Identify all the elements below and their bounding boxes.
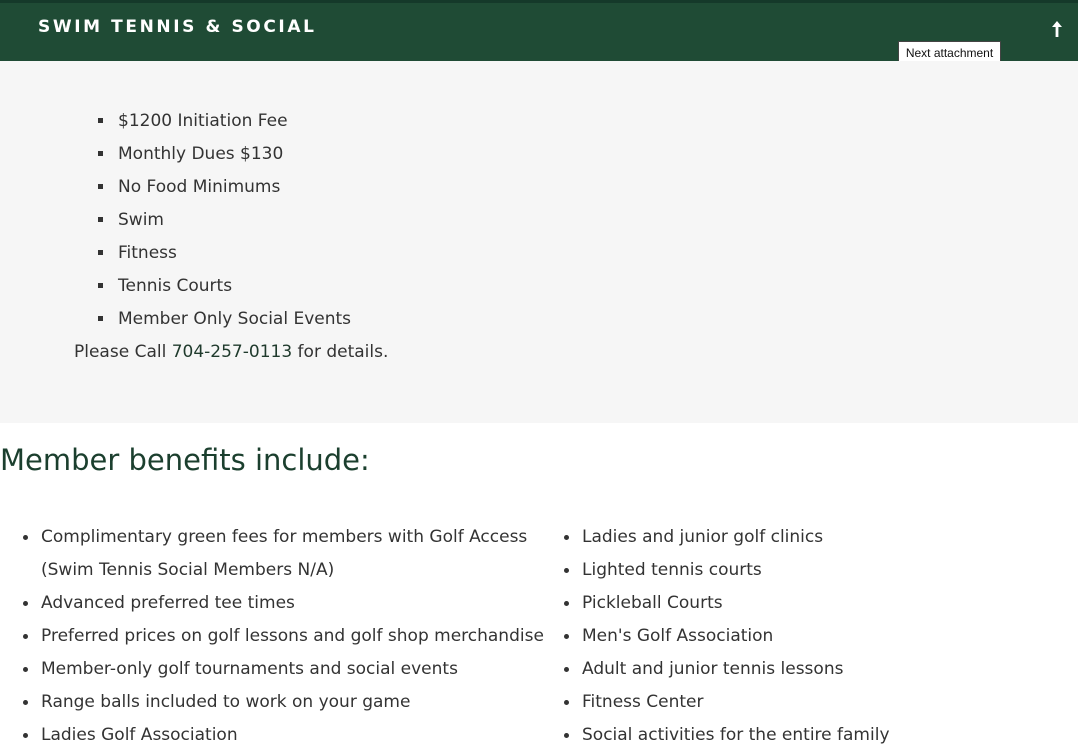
benefits-list-left <box>22 521 547 752</box>
arrow-up-icon[interactable] <box>1049 19 1065 39</box>
benefit-item: Advanced preferred tee times <box>22 587 547 620</box>
pricing-item: Tennis Courts <box>98 274 351 307</box>
section-title: SWIM TENNIS & SOCIAL <box>38 17 317 37</box>
benefit-item: Member-only golf tournaments and social events <box>22 653 547 686</box>
pricing-item: Swim <box>98 208 351 241</box>
benefit-item: Range balls included to work on your game <box>22 686 547 719</box>
benefit-item: Complimentary green fees for members with Golf Access (Swim Tennis Social Members N/A) <box>22 521 547 587</box>
pricing-item: Member Only Social Events <box>98 307 351 340</box>
pricing-item: No Food Minimums <box>98 175 351 208</box>
pricing-item: Fitness <box>98 241 351 274</box>
benefit-item: Ladies and junior golf clinics <box>563 521 1063 554</box>
pricing-item: $1200 Initiation Fee <box>98 109 351 142</box>
benefit-item: Pickleball Courts <box>563 587 1063 620</box>
benefits-list-right <box>563 521 1063 752</box>
benefit-item: Adult and junior tennis lessons <box>563 653 1063 686</box>
benefit-item: Fitness Center <box>563 686 1063 719</box>
pricing-panel <box>0 61 1078 423</box>
call-prefix: Please Call <box>74 342 172 362</box>
benefit-item: Ladies Golf Association <box>22 719 547 752</box>
pricing-item: Monthly Dues $130 <box>98 142 351 175</box>
tooltip-next-attachment: Next attachment <box>898 41 1001 63</box>
call-for-details <box>74 340 388 364</box>
benefit-item: Preferred prices on golf lessons and golf shop merchandise <box>22 620 547 653</box>
pricing-list <box>98 109 351 340</box>
benefits-heading: Member benefits include: <box>0 443 370 477</box>
site-header <box>0 0 1078 61</box>
benefit-item: Lighted tennis courts <box>563 554 1063 587</box>
call-suffix: for details. <box>292 342 389 362</box>
benefit-item: Men's Golf Association <box>563 620 1063 653</box>
benefit-item: Social activities for the entire family <box>563 719 1063 752</box>
phone-link[interactable]: 704-257-0113 <box>171 342 293 362</box>
